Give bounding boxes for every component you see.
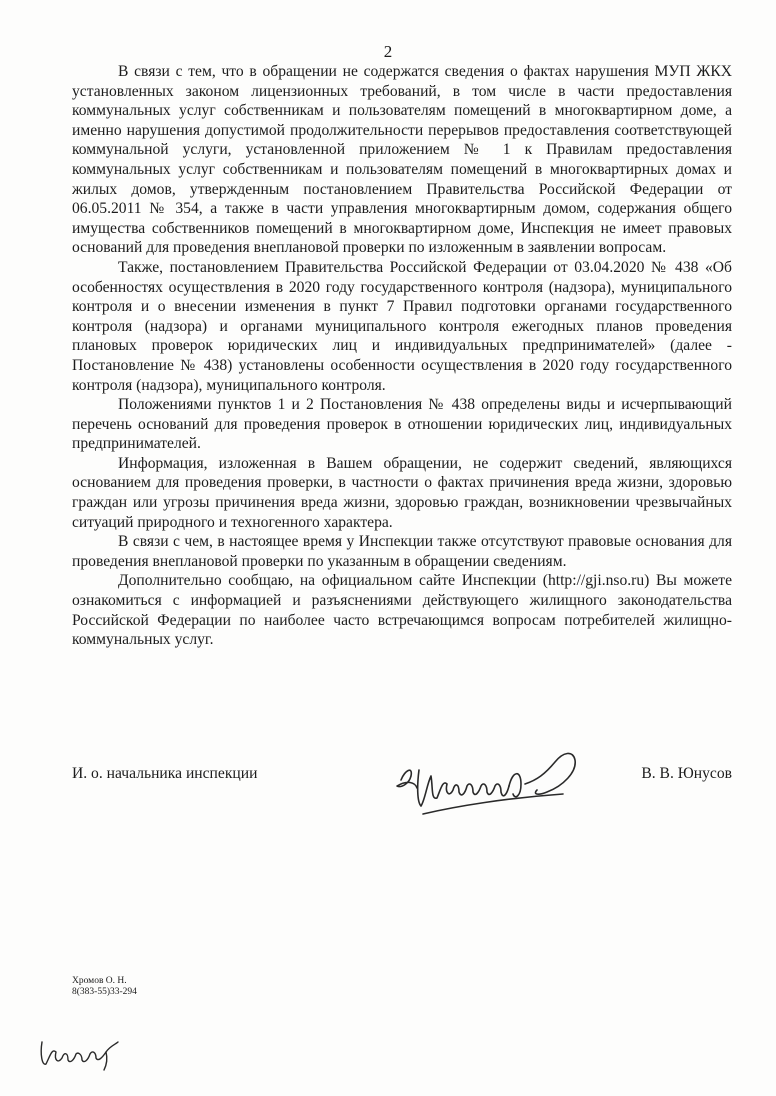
handwritten-signature [387,740,607,830]
executor-info [72,976,137,998]
letter-body [72,62,732,650]
executor-phone: 8(383-55)33-294 [72,987,137,997]
executor-name: Хромов О. Н. [72,976,127,986]
paragraph: В связи с тем, что в обращении не содержатся сведения о фактах нарушения МУП ЖКХ установленных законом лицензионных требований, в том числе в части предоставления коммунальных услуг собственникам и пользователям помещений в многоквартирном доме, а именно нарушения допустимой продолжительности перерывов предоставления соответствующей коммунальной услуги, установленной приложением № 1 к Правилам предоставления коммунальных услуг собственникам и пользователям помещений в многоквартирных домах и жилых домов, утвержденным постановлением Правительства Российской Федерации от 06.05.2011 № 354, а также в части управления многоквартирным домом, содержания общего имущества собственников помещений в многоквартирном доме, Инспекция не имеет правовых оснований для проведения внеплановой проверки по изложенным в заявлении вопросам. [72,63,732,257]
paragraph: Положениями пунктов 1 и 2 Постановления № 438 определены виды и исчерпывающий перечень оснований для проведения проверок в отношении юридических лиц, индивидуальных предпринимателей. [72,396,732,453]
signatory-name: В. В. Юнусов [641,765,732,782]
signatory-position: И. о. начальника инспекции [72,765,258,782]
paragraph: Информация, изложенная в Вашем обращении, не содержит сведений, являющихся основанием для проведения проверки, в частности о фактах причинения вреда жизни, здоровью граждан или угрозы причинения вреда жизни, здоровью граждан, возникновении чрезвычайных ситуаций природного и техногенного характера. [72,454,732,531]
handwritten-initials [36,1030,126,1076]
paragraph: Дополнительно сообщаю, на официальном сайте Инспекции (http://gji.nso.ru) Вы можете ознакомиться с информацией и разъяснениями действующего жилищного законодательства Российской Федерации по наиболее часто встречающимся вопросам потребителей жилищно-коммунальных услуг. [72,572,732,649]
signature-block [72,740,732,830]
page-number: 2 [383,42,393,61]
paragraph: В связи с чем, в настоящее время у Инспекции также отсутствуют правовые основания для проведения внеплановой проверки по указанным в обращении сведениям. [72,533,732,570]
paragraph: Также, постановлением Правительства Российской Федерации от 03.04.2020 № 438 «Об особенностях осуществления в 2020 году государственного контроля (надзора), муниципального контроля и о внесении изменения в пункт 7 Правил подготовки органами государственного контроля (надзора) и органами муниципального контроля ежегодных планов проведения плановых проверок юридических лиц и индивидуальных предпринимателей» (далее - Постановление № 438) установлены особенности осуществления в 2020 году государственного контроля (надзора), муниципального контроля. [72,258,732,394]
